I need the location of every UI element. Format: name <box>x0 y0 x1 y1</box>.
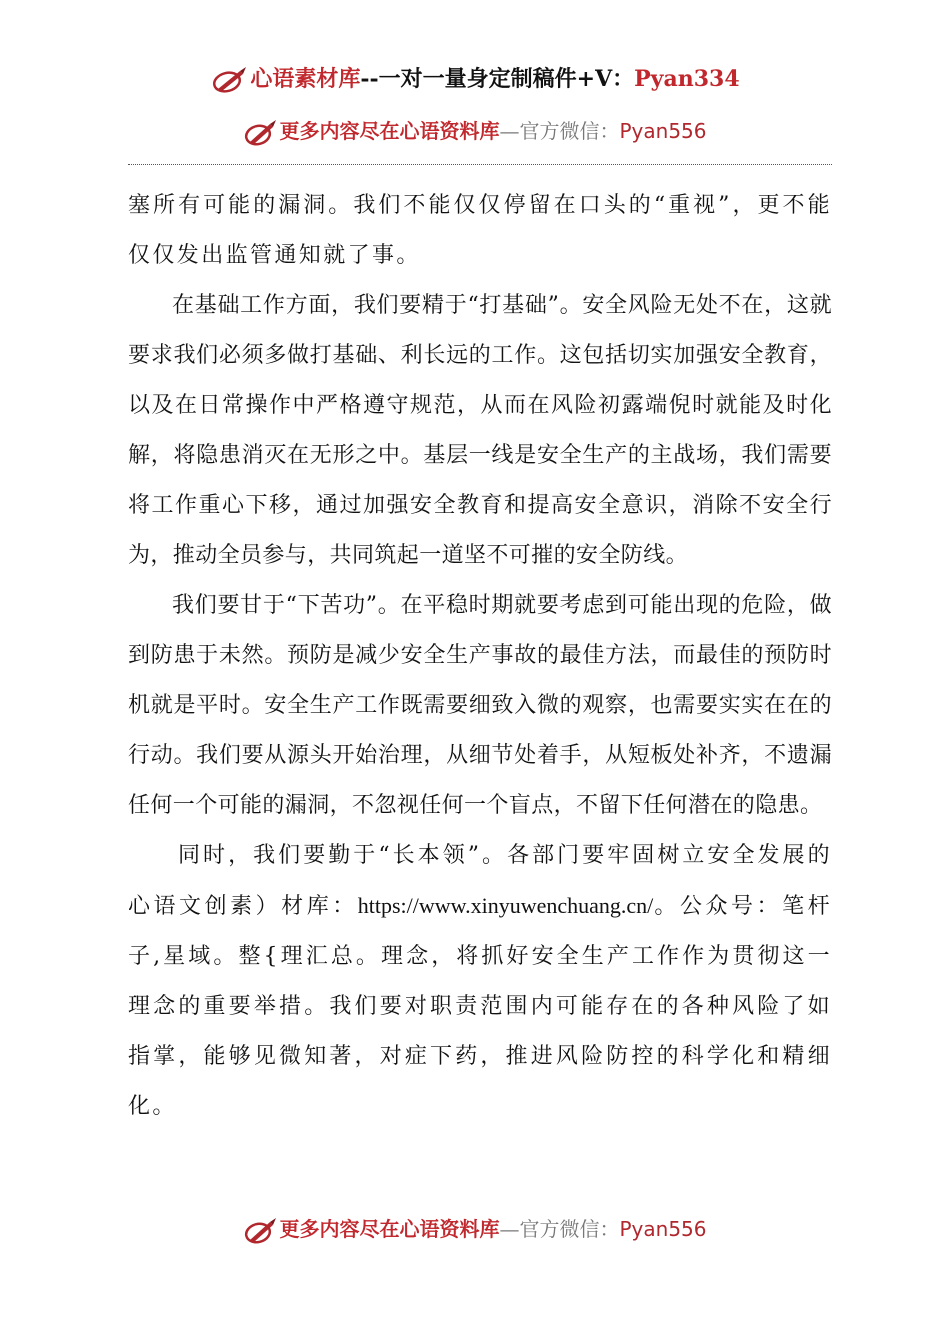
paragraph-4-text-a: 同时，我们要勤于“长本领”。各部门要牢固树立安全发展的心语文创素）材库： <box>128 843 832 919</box>
document-body <box>128 181 832 1132</box>
brand-name: 心语素材库 <box>250 66 361 92</box>
paragraph-3: 我们要甘于“下苦功”。在平稳时期就要考虑到可能出现的危险，做到防患于未然。预防是减少安全生产事故的最佳方法，而最佳的预防时机就是平时。安全生产工作既需要细致入微的观察，也需要实实在在的行动。我们要从源头开始治理，从细节处着手，从短板处补齐，不遗漏任何一个可能的漏洞，不忽视任何一个盲点，不留下任何潜在的隐患。 <box>128 593 832 818</box>
header-line-1 <box>0 62 950 96</box>
paragraph-4 <box>128 831 832 1132</box>
footer-more-content-text: 更多内容尽在心语资料库 <box>279 1217 500 1241</box>
paragraph-4-url: https://www.xinyuwenchuang.cn/ <box>357 893 654 918</box>
paragraph-2: 在基础工作方面，我们要精于“打基础”。安全风险无处不在，这就要求我们必须多做打基础、利长远的工作。这包括切实加强安全教育，以及在日常操作中严格遵守规范，从而在风险初露端倪时就能及时化解，将隐患消灭在无形之中。基层一线是安全生产的主战场，我们需要将工作重心下移，通过加强安全教育和提高安全意识，消除不安全行为，推动全员参与，共同筑起一道坚不可摧的安全防线。 <box>128 293 832 568</box>
pen-logo-icon <box>243 118 279 148</box>
header-contact-id: Pyan334 <box>634 66 740 92</box>
footer-line <box>0 1212 950 1246</box>
footer-wechat-label: —官方微信： <box>499 1217 620 1241</box>
header-divider <box>128 164 832 165</box>
pen-logo-icon <box>210 65 250 95</box>
header-line-2 <box>0 114 950 148</box>
official-wechat-label: —官方微信： <box>499 119 620 143</box>
footer-wechat-id: Pyan556 <box>619 1217 707 1241</box>
pen-logo-icon <box>243 1216 279 1246</box>
wechat-id: Pyan556 <box>619 119 707 143</box>
paragraph-1: 塞所有可能的漏洞。我们不能仅仅停留在口头的“重视”，更不能仅仅发出监管通知就了事。 <box>128 193 832 268</box>
more-content-text: 更多内容尽在心语资料库 <box>279 119 500 143</box>
paragraph-4-text-b: 。公众号：笔杆子,星域。整{理汇总。理念，将抓好安全生产工作作为贯彻这一理念的重要举措。我们要对职责范围内可能存在的各种风险了如指掌，能够见微知著，对症下药，推进风险防控的科学化和精细化。 <box>128 894 832 1119</box>
header-slogan: --一对一量身定制稿件+V： <box>360 66 635 92</box>
